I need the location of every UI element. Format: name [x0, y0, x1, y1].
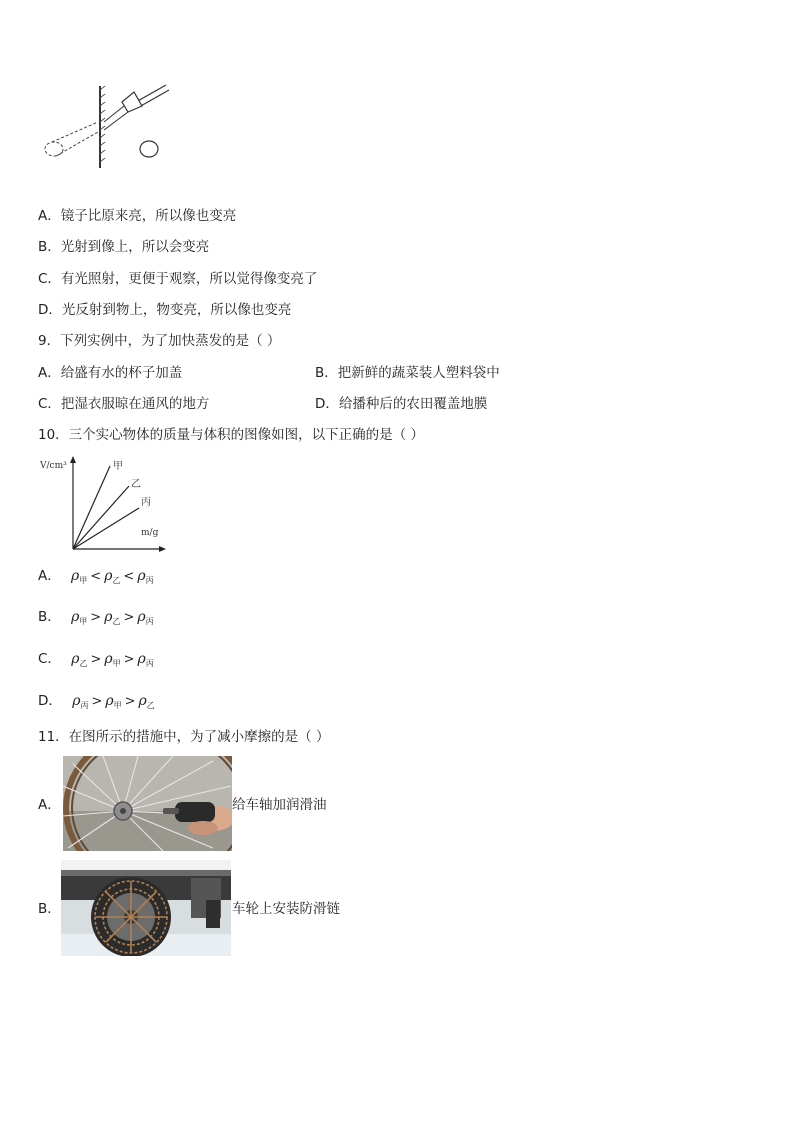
- bicycle-axle-lubrication-photo: [63, 756, 232, 851]
- q9-option-a: A．给盛有水的杯子加盖: [38, 365, 183, 381]
- q9-option-c: C．把湿衣服晾在通风的地方: [38, 396, 210, 412]
- mirror-flashlight-figure: [38, 80, 173, 170]
- label-jia: 甲: [113, 461, 123, 472]
- q11-option-b-caption: 车轮上安装防滑链: [232, 901, 340, 917]
- q11-option-a-caption: 给车轴加润滑油: [232, 797, 327, 813]
- tire-snow-chain-photo: [61, 860, 231, 956]
- q8-option-d: D．光反射到物上，物变亮，所以像也变亮: [38, 302, 292, 318]
- q9-stem: 9．下列实例中，为了加快蒸发的是（ ）: [38, 333, 281, 349]
- label-bing: 丙: [141, 497, 151, 508]
- q8-option-a: A．镜子比原来亮，所以像也变亮: [38, 208, 237, 224]
- q11-stem: 11．在图所示的措施中，为了减小摩擦的是（ ）: [38, 729, 330, 745]
- q8-option-c: C．有光照射，更便于观察，所以觉得像变亮了: [38, 271, 318, 287]
- q10-option-d: D． $\rho_丙 > \rho_甲 > \rho_乙$: [38, 693, 155, 710]
- q10-option-c: C． $\rho_乙 > \rho_甲 > \rho_丙$: [38, 651, 154, 668]
- mass-volume-graph: [38, 452, 168, 554]
- q10-option-b: B． $\rho_甲 > \rho_乙 > \rho_丙$: [38, 609, 154, 626]
- q8-option-b: B．光射到像上，所以会变亮: [38, 239, 210, 255]
- label-yi: 乙: [131, 479, 141, 490]
- line-yi: [73, 486, 129, 549]
- q10-option-a: A． $\rho_甲 < \rho_乙 < \rho_丙$: [38, 568, 154, 585]
- q9-option-b: B．把新鲜的蔬菜装人塑料袋中: [315, 365, 500, 381]
- q11-option-b-letter: B．: [38, 901, 61, 917]
- q10-stem: 10．三个实心物体的质量与体积的图像如图，以下正确的是（ ）: [38, 427, 424, 443]
- x-axis-label: m/g: [141, 528, 159, 538]
- line-jia: [73, 466, 110, 549]
- y-axis-label: V/cm³: [40, 461, 67, 471]
- q9-option-d: D．给播种后的农田覆盖地膜: [315, 396, 488, 412]
- q11-option-a-letter: A．: [38, 797, 61, 813]
- line-bing: [73, 508, 139, 549]
